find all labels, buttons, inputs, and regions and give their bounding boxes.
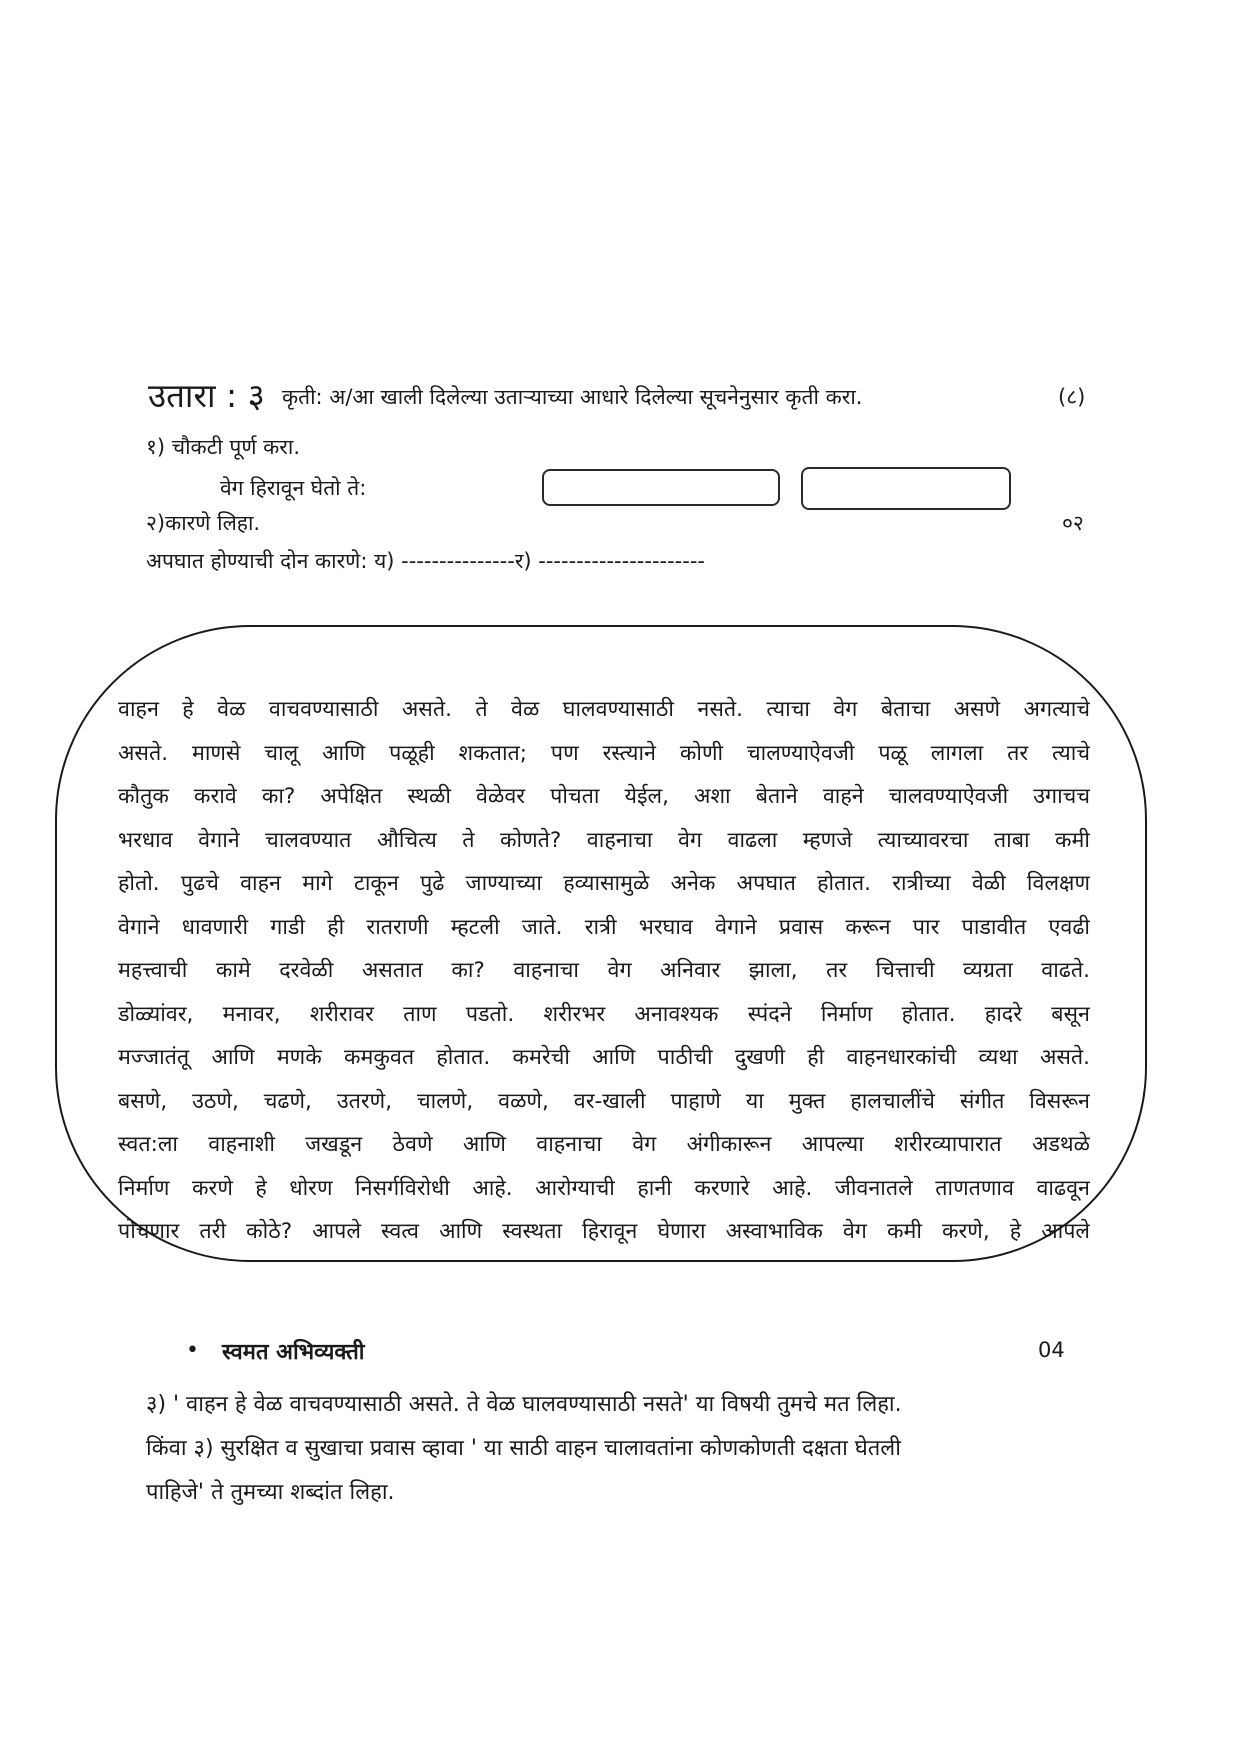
q3b-question-line1: किंवा ३) सुरक्षित व सुखाचा प्रवास व्हावा ' या साठी वाहन चालावतांना कोणकोणती दक्षता घेतली xyxy=(146,1436,901,1461)
passage-line: स्वत:ला वाहनाशी जखडून ठेवणे आणि वाहनाचा वेग अंगीकारून आपल्या शरीरव्यापारात अडथळे xyxy=(118,1132,1090,1157)
passage-line: होतो. पुढचे वाहन मागे टाकून पुढे जाण्याच्या हव्यासामुळे अनेक अपघात होतात. रात्रीच्या वेळी विलक्षण xyxy=(118,871,1090,896)
passage-line: वेगाने धावणारी गाडी ही रातराणी म्हटली जाते. रात्री भरघाव वेगाने प्रवास करून पार पाडावीत एवढी xyxy=(118,914,1090,940)
opinion-title: स्वमत अभिव्यक्ती xyxy=(222,1340,365,1365)
q2-marks: ०२ xyxy=(1062,511,1084,535)
passage-line: कौतुक करावे का? अपेक्षित स्थळी वेळेवर पोचता येईल, अशा बेताने वाहने चालवण्याऐवजी उगाचच xyxy=(118,784,1090,809)
passage-text xyxy=(118,688,1090,1254)
passage-line: डोळ्यांवर, मनावर, शरीरावर ताण पडतो. शरीरभर अनावश्यक स्पंदने निर्माण होतात. हादरे बसून xyxy=(118,1001,1090,1027)
q2-label: २)कारणे लिहा. xyxy=(146,511,261,535)
passage-line: असते. माणसे चालू आणि पळूही शकतात; पण रस्त्याने कोणी चालण्याऐवजी पळू लागला तर त्याचे xyxy=(118,740,1090,766)
bullet-icon: • xyxy=(186,1338,199,1363)
task-instruction: कृती: अ/आ खाली दिलेल्या उताऱ्याच्या आधारे दिलेल्या सूचनेनुसार कृती करा. xyxy=(282,385,863,409)
opinion-marks: 04 xyxy=(1038,1338,1065,1362)
passage-line: बसणे, उठणे, चढणे, उतरणे, चालणे, वळणे, वर-खाली पाहाणे या मुक्त हालचालींचे संगीत विसरून xyxy=(118,1088,1090,1114)
passage-line: मज्जातंतू आणि मणके कमकुवत होतात. कमरेची आणि पाठीची दुखणी ही वाहनधारकांची व्यथा असते. xyxy=(118,1045,1090,1070)
passage-line: भरधाव वेगाने चालवण्यात औचित्य ते कोणते? वाहनाचा वेग वाढला म्हणजे त्याच्यावरचा ताबा कमी xyxy=(118,827,1090,853)
passage-line: निर्माण करणे हे धोरण निसर्गविरोधी आहे. आरोग्याची हानी करणारे आहे. जीवनातले ताणतणाव वाढवून xyxy=(118,1175,1090,1201)
q1-label: १) चौकटी पूर्ण करा. xyxy=(146,435,301,459)
passage-line: वाहन हे वेळ वाचवण्यासाठी असते. ते वेळ घालवण्यासाठी नसते. त्याचा वेग बेताचा असणे अगत्याचे xyxy=(118,697,1090,722)
total-marks: (८) xyxy=(1058,385,1086,409)
q1-prompt: वेग हिरावून घेतो ते: xyxy=(220,476,367,500)
q3b-question-line2: पाहिजे' ते तुमच्या शब्दांत लिहा. xyxy=(146,1480,395,1505)
answer-box-1[interactable] xyxy=(542,469,780,506)
answer-box-2[interactable] xyxy=(801,467,1011,510)
passage-line: पोचणार तरी कोठे? आपले स्वत्व आणि स्वस्थता हिरावून घेणारा अस्वाभाविक वेग कमी करणे, हे आपले xyxy=(118,1219,1090,1244)
q3a-question: ३) ' वाहन हे वेळ वाचवण्यासाठी असते. ते वेळ घालवण्यासाठी नसते' या विषयी तुमचे मत लिहा. xyxy=(146,1392,902,1417)
q2-prompt: अपघात होण्याची दोन कारणे: य) ---------------र) ---------------------- xyxy=(146,549,705,573)
section-title: उतारा : ३ xyxy=(148,376,265,415)
passage-line: महत्त्वाची कामे दरवेळी असतात का? वाहनाचा वेग अनिवार झाला, तर चित्ताची व्यग्रता वाढते. xyxy=(118,958,1090,983)
